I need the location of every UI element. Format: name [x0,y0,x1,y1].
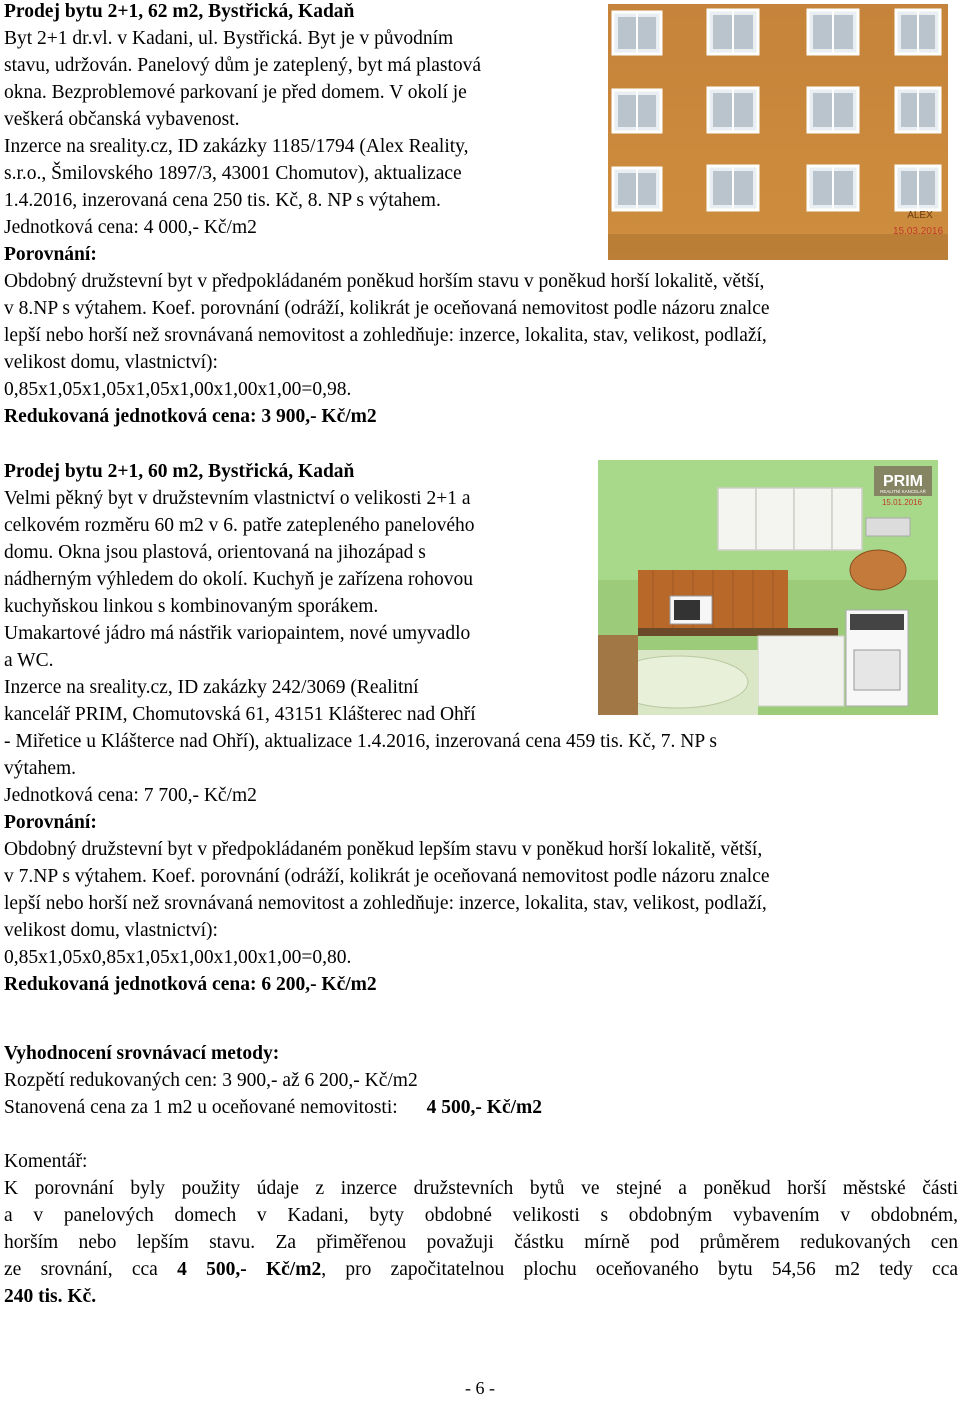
kitchen-image [598,460,938,715]
listing-1-compare-line: v 8.NP s výtahem. Koef. porovnání (odráží, kolikrát je oceňovaná nemovitost podle názoru znalce [4,298,770,319]
listing-1-line: stavu, udržován. Panelový dům je zateplený, byt má plastová [4,55,482,76]
determined-price-value: 4 500,- Kč/m2 [426,1097,543,1118]
prim-logo-sub: REALITNÍ KANCELÁŘ [880,489,926,494]
listing-1-photo [608,4,948,260]
comment-line: horším nebo lepším stavu. Za přiměřenou považuji částku mírně pod průměrem redukovaných cen [4,1232,958,1253]
listing-2-compare-line: velikost domu, vlastnictví): [4,920,218,941]
listing-1-compare-line: Obdobný družstevní byt v předpokládaném poněkud horším stavu v poněkud horší lokalitě, větší, [4,271,765,292]
comment-label: Komentář: [4,1151,88,1172]
listing-2-line: - Miřetice u Klášterce nad Ohří), aktualizace 1.4.2016, inzerovaná cena 459 tis. Kč, 7. NP s [4,731,717,752]
listing-1-compare-line: lepší nebo horší než srovnávaná nemovitost a zohledňuje: inzerce, lokalita, stav, velikost, podlaží, [4,325,767,346]
alex-watermark: ALEX [907,210,933,221]
listing-2-photo [598,460,938,715]
listing-1-line: 1.4.2016, inzerovaná cena 250 tis. Kč, 8. NP s výtahem. [4,190,441,211]
listing-2-line: celkovém rozměru 60 m2 v 6. patře zatepleného panelového [4,515,475,536]
photo-date-stamp: 15.03.2016 [892,226,944,237]
listing-2-line: kuchyňskou linkou s kombinovaným sporákem. [4,596,379,617]
price-range: Rozpětí redukovaných cen: 3 900,- až 6 200,- Kč/m2 [4,1070,418,1091]
listing-2-compare-line: lepší nebo horší než srovnávaná nemovitost a zohledňuje: inzerce, lokalita, stav, velikost, podlaží, [4,893,767,914]
listing-1-compare-label: Porovnání: [4,244,97,265]
listing-1-line: veškerá občanská vybavenost. [4,109,240,130]
listing-1-title: Prodej bytu 2+1, 62 m2, Bystřická, Kadaň [4,1,355,22]
listing-1-compare-line: velikost domu, vlastnictví): [4,352,218,373]
listing-1-unit-price: Jednotková cena: 4 000,- Kč/m2 [4,217,257,238]
listing-1-line: okna. Bezproblemové parkovaní je před domem. V okolí je [4,82,467,103]
listing-1-coefficient: 0,85x1,05x1,05x1,05x1,00x1,00x1,00=0,98. [4,379,352,400]
listing-1-line: Inzerce na sreality.cz, ID zakázky 1185/1794 (Alex Reality, [4,136,469,157]
listing-2-line: výtahem. [4,758,77,779]
comment-line [4,1256,958,1283]
listing-2-line: Inzerce na sreality.cz, ID zakázky 242/3069 (Realitní [4,677,419,698]
listing-2-line: Velmi pěkný byt v družstevním vlastnictví o velikosti 2+1 a [4,488,471,509]
page-number: - 6 - [465,1378,495,1398]
photo-date-stamp: 15.01.2016 [881,498,923,507]
comment-price: 4 500,- Kč/m2 [177,1259,322,1280]
listing-2-compare-line: Obdobný družstevní byt v předpokládaném poněkud lepším stavu v poněkud horší lokalitě, větší, [4,839,763,860]
prim-logo: PRIM [883,473,923,490]
listing-1-reduced-price: Redukovaná jednotková cena: 3 900,- Kč/m2 [4,406,377,427]
listing-2-title: Prodej bytu 2+1, 60 m2, Bystřická, Kadaň [4,461,355,482]
listing-2-coefficient: 0,85x1,05x0,85x1,05x1,00x1,00x1,00=0,80. [4,947,352,968]
listing-2-line: a WC. [4,650,54,671]
listing-1-line: s.r.o., Šmilovského 1897/3, 43001 Chomutov), aktualizace [4,163,462,184]
listing-2-line: nádherným výhledem do okolí. Kuchyň je zařízena rohovou [4,569,473,590]
comment-total: 240 tis. Kč. [4,1286,97,1307]
listing-2-reduced-price: Redukovaná jednotková cena: 6 200,- Kč/m2 [4,974,377,995]
determined-price-label: Stanovená cena za 1 m2 u oceňované nemovitosti: [4,1097,398,1118]
listing-2-line: kancelář PRIM, Chomutovská 61, 43151 Klášterec nad Ohří [4,704,476,725]
comment-section [4,1148,958,1310]
listing-2-line: domu. Okna jsou plastová, orientovaná na jihozápad s [4,542,426,563]
evaluation-heading: Vyhodnocení srovnávací metody: [4,1043,280,1064]
building-facade-image [608,4,948,260]
listing-1-line: Byt 2+1 dr.vl. v Kadani, ul. Bystřická. Byt je v původním [4,28,454,49]
listing-2-compare-line: v 7.NP s výtahem. Koef. porovnání (odráží, kolikrát je oceňovaná nemovitost podle názoru znalce [4,866,770,887]
listing-2-compare-label: Porovnání: [4,812,97,833]
comment-line: K porovnání byly použity údaje z inzerce družstevních bytů ve stejné a poněkud horší městské části [4,1178,958,1199]
comment-line: a v panelových domech v Kadani, byty obdobné velikosti s obdobným vybavením v obdobném, [4,1205,958,1226]
evaluation-section [4,1040,542,1121]
determined-price [4,1094,542,1121]
comment-text: ze srovnání, cca [4,1259,178,1280]
listing-2-unit-price: Jednotková cena: 7 700,- Kč/m2 [4,785,257,806]
comment-text: , pro započitatelnou plochu oceňovaného bytu 54,56 m2 tedy cca [321,1259,958,1280]
listing-2-line: Umakartové jádro má nástřik variopaintem, nové umyvadlo [4,623,471,644]
